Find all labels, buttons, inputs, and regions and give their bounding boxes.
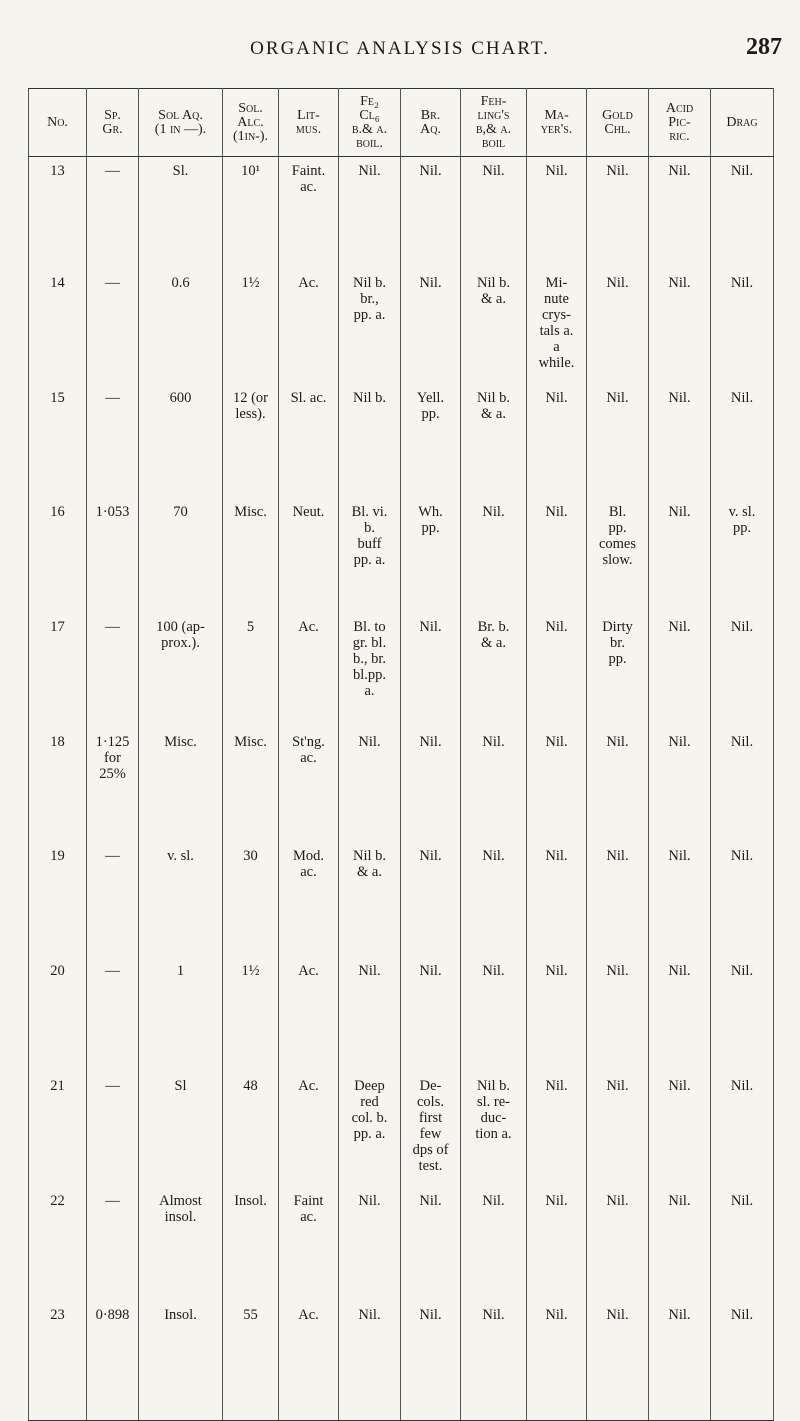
cell-mayer: Nil. [527, 957, 587, 1072]
cell-drag: Nil. [711, 269, 774, 384]
column-header-sol-alc: Sol. Alc. (1in-). [223, 89, 279, 157]
cell-br-aq: De- cols. first few dps of test. [401, 1072, 461, 1187]
cell-mayer: Nil. [527, 1187, 587, 1301]
column-header-litmus: Lit- mus. [279, 89, 339, 157]
table-row [29, 728, 774, 842]
cell-sp-gr: 0·898 [87, 1301, 139, 1421]
cell-sol-alc: 12 (or less). [223, 384, 279, 498]
cell-fehling: Nil. [461, 498, 527, 613]
cell-no: 21 [29, 1072, 87, 1187]
cell-drag: v. sl. pp. [711, 498, 774, 613]
cell-mayer: Mi- nute crys- tals a. a while. [527, 269, 587, 384]
cell-br-aq: Nil. [401, 269, 461, 384]
cell-br-aq: Wh. pp. [401, 498, 461, 613]
cell-sol-alc: 55 [223, 1301, 279, 1421]
cell-fe2cl6: Nil. [339, 157, 401, 269]
cell-mayer: Nil. [527, 842, 587, 957]
cell-br-aq: Nil. [401, 1187, 461, 1301]
cell-gold-chl: Dirty br. pp. [587, 613, 649, 728]
cell-mayer: Nil. [527, 613, 587, 728]
cell-litmus: Sl. ac. [279, 384, 339, 498]
cell-drag: Nil. [711, 1187, 774, 1301]
cell-picric: Nil. [649, 842, 711, 957]
cell-no: 17 [29, 613, 87, 728]
cell-sp-gr: — [87, 842, 139, 957]
cell-sol-alc: 48 [223, 1072, 279, 1187]
cell-picric: Nil. [649, 1187, 711, 1301]
table-row [29, 1072, 774, 1187]
cell-sp-gr: — [87, 384, 139, 498]
cell-sp-gr: — [87, 157, 139, 269]
column-header-gold-chl: Gold Chl. [587, 89, 649, 157]
cell-litmus: Faint ac. [279, 1187, 339, 1301]
cell-gold-chl: Nil. [587, 384, 649, 498]
cell-no: 20 [29, 957, 87, 1072]
cell-sol-aq: 0.6 [139, 269, 223, 384]
cell-fehling: Nil b. & a. [461, 384, 527, 498]
cell-no: 15 [29, 384, 87, 498]
cell-mayer: Nil. [527, 157, 587, 269]
cell-fe2cl6: Deep red col. b. pp. a. [339, 1072, 401, 1187]
cell-sol-alc: 5 [223, 613, 279, 728]
cell-fehling: Nil. [461, 1301, 527, 1421]
cell-sol-alc: 1½ [223, 957, 279, 1072]
cell-mayer: Nil. [527, 384, 587, 498]
table-row [29, 269, 774, 384]
table-row [29, 1187, 774, 1301]
cell-litmus: Mod. ac. [279, 842, 339, 957]
cell-no: 16 [29, 498, 87, 613]
column-header-sp-gr: Sp. Gr. [87, 89, 139, 157]
cell-fehling: Nil. [461, 842, 527, 957]
cell-no: 19 [29, 842, 87, 957]
cell-drag: Nil. [711, 1072, 774, 1187]
header-row [29, 89, 774, 157]
cell-sp-gr: — [87, 1187, 139, 1301]
cell-fe2cl6: Nil b. [339, 384, 401, 498]
cell-fehling: Nil. [461, 157, 527, 269]
cell-sol-aq: Almost insol. [139, 1187, 223, 1301]
cell-sol-aq: 600 [139, 384, 223, 498]
cell-sol-alc: 30 [223, 842, 279, 957]
cell-picric: Nil. [649, 498, 711, 613]
cell-litmus: Ac. [279, 1301, 339, 1421]
cell-sp-gr: — [87, 1072, 139, 1187]
cell-sp-gr: 1·053 [87, 498, 139, 613]
cell-fe2cl6: Nil b. br., pp. a. [339, 269, 401, 384]
cell-sp-gr: — [87, 957, 139, 1072]
cell-gold-chl: Nil. [587, 269, 649, 384]
page-header [0, 30, 800, 70]
column-header-mayer: Ma- yer's. [527, 89, 587, 157]
cell-litmus: Ac. [279, 269, 339, 384]
cell-br-aq: Nil. [401, 957, 461, 1072]
table-row [29, 842, 774, 957]
cell-mayer: Nil. [527, 498, 587, 613]
cell-picric: Nil. [649, 157, 711, 269]
cell-litmus: Ac. [279, 1072, 339, 1187]
column-header-fehling: Feh- ling's b,& a. boil [461, 89, 527, 157]
cell-litmus: Neut. [279, 498, 339, 613]
cell-no: 13 [29, 157, 87, 269]
cell-fehling: Nil b. & a. [461, 269, 527, 384]
cell-mayer: Nil. [527, 728, 587, 842]
cell-br-aq: Nil. [401, 1301, 461, 1421]
cell-gold-chl: Nil. [587, 1301, 649, 1421]
cell-sol-aq: Insol. [139, 1301, 223, 1421]
table-row [29, 1301, 774, 1421]
cell-sol-aq: Misc. [139, 728, 223, 842]
cell-sol-aq: 70 [139, 498, 223, 613]
cell-gold-chl: Nil. [587, 1072, 649, 1187]
cell-fe2cl6: Nil. [339, 1187, 401, 1301]
cell-picric: Nil. [649, 1072, 711, 1187]
table-row [29, 157, 774, 269]
cell-br-aq: Yell. pp. [401, 384, 461, 498]
cell-gold-chl: Bl. pp. comes slow. [587, 498, 649, 613]
column-header-br-aq: Br. Aq. [401, 89, 461, 157]
cell-br-aq: Nil. [401, 613, 461, 728]
table-row [29, 957, 774, 1072]
column-header-drag: Drag [711, 89, 774, 157]
cell-fehling: Nil. [461, 957, 527, 1072]
cell-sol-aq: 1 [139, 957, 223, 1072]
cell-fehling: Nil. [461, 728, 527, 842]
cell-sol-aq: v. sl. [139, 842, 223, 957]
cell-mayer: Nil. [527, 1072, 587, 1187]
cell-gold-chl: Nil. [587, 842, 649, 957]
cell-sol-alc: Misc. [223, 728, 279, 842]
cell-gold-chl: Nil. [587, 1187, 649, 1301]
cell-litmus: Ac. [279, 957, 339, 1072]
cell-drag: Nil. [711, 842, 774, 957]
page-number: 287 [746, 34, 782, 60]
cell-drag: Nil. [711, 613, 774, 728]
cell-sol-aq: Sl. [139, 157, 223, 269]
cell-drag: Nil. [711, 957, 774, 1072]
cell-br-aq: Nil. [401, 157, 461, 269]
cell-drag: Nil. [711, 728, 774, 842]
cell-no: 14 [29, 269, 87, 384]
cell-sol-alc: Insol. [223, 1187, 279, 1301]
table-row [29, 613, 774, 728]
cell-br-aq: Nil. [401, 728, 461, 842]
cell-fe2cl6: Nil b. & a. [339, 842, 401, 957]
cell-fe2cl6: Bl. to gr. bl. b., br. bl.pp. a. [339, 613, 401, 728]
cell-sol-aq: 100 (ap- prox.). [139, 613, 223, 728]
cell-no: 23 [29, 1301, 87, 1421]
running-title: ORGANIC ANALYSIS CHART. [250, 38, 550, 59]
cell-sol-alc: Misc. [223, 498, 279, 613]
cell-gold-chl: Nil. [587, 957, 649, 1072]
column-header-sol-aq: Sol Aq. (1 in —). [139, 89, 223, 157]
cell-drag: Nil. [711, 157, 774, 269]
cell-gold-chl: Nil. [587, 728, 649, 842]
cell-fe2cl6: Bl. vi. b. buff pp. a. [339, 498, 401, 613]
cell-sp-gr: — [87, 613, 139, 728]
column-header-fe2cl6: Fe₂ Cl₆ b.& a. boil. [339, 89, 401, 157]
cell-drag: Nil. [711, 1301, 774, 1421]
cell-sp-gr: — [87, 269, 139, 384]
table-row [29, 384, 774, 498]
cell-fe2cl6: Nil. [339, 1301, 401, 1421]
cell-picric: Nil. [649, 728, 711, 842]
cell-litmus: Faint. ac. [279, 157, 339, 269]
cell-gold-chl: Nil. [587, 157, 649, 269]
cell-picric: Nil. [649, 957, 711, 1072]
cell-picric: Nil. [649, 1301, 711, 1421]
cell-fe2cl6: Nil. [339, 728, 401, 842]
cell-no: 22 [29, 1187, 87, 1301]
cell-sol-alc: 10¹ [223, 157, 279, 269]
cell-fehling: Nil b. sl. re- duc- tion a. [461, 1072, 527, 1187]
cell-litmus: Ac. [279, 613, 339, 728]
cell-sp-gr: 1·125 for 25% [87, 728, 139, 842]
cell-picric: Nil. [649, 384, 711, 498]
cell-fe2cl6: Nil. [339, 957, 401, 1072]
cell-drag: Nil. [711, 384, 774, 498]
column-header-picric: Acid Pic- ric. [649, 89, 711, 157]
cell-picric: Nil. [649, 613, 711, 728]
cell-no: 18 [29, 728, 87, 842]
cell-fehling: Nil. [461, 1187, 527, 1301]
cell-mayer: Nil. [527, 1301, 587, 1421]
cell-sol-aq: Sl [139, 1072, 223, 1187]
column-header-no: No. [29, 89, 87, 157]
cell-fehling: Br. b. & a. [461, 613, 527, 728]
cell-litmus: St'ng. ac. [279, 728, 339, 842]
table-row [29, 498, 774, 613]
cell-picric: Nil. [649, 269, 711, 384]
cell-sol-alc: 1½ [223, 269, 279, 384]
cell-br-aq: Nil. [401, 842, 461, 957]
analysis-table [28, 88, 774, 1421]
